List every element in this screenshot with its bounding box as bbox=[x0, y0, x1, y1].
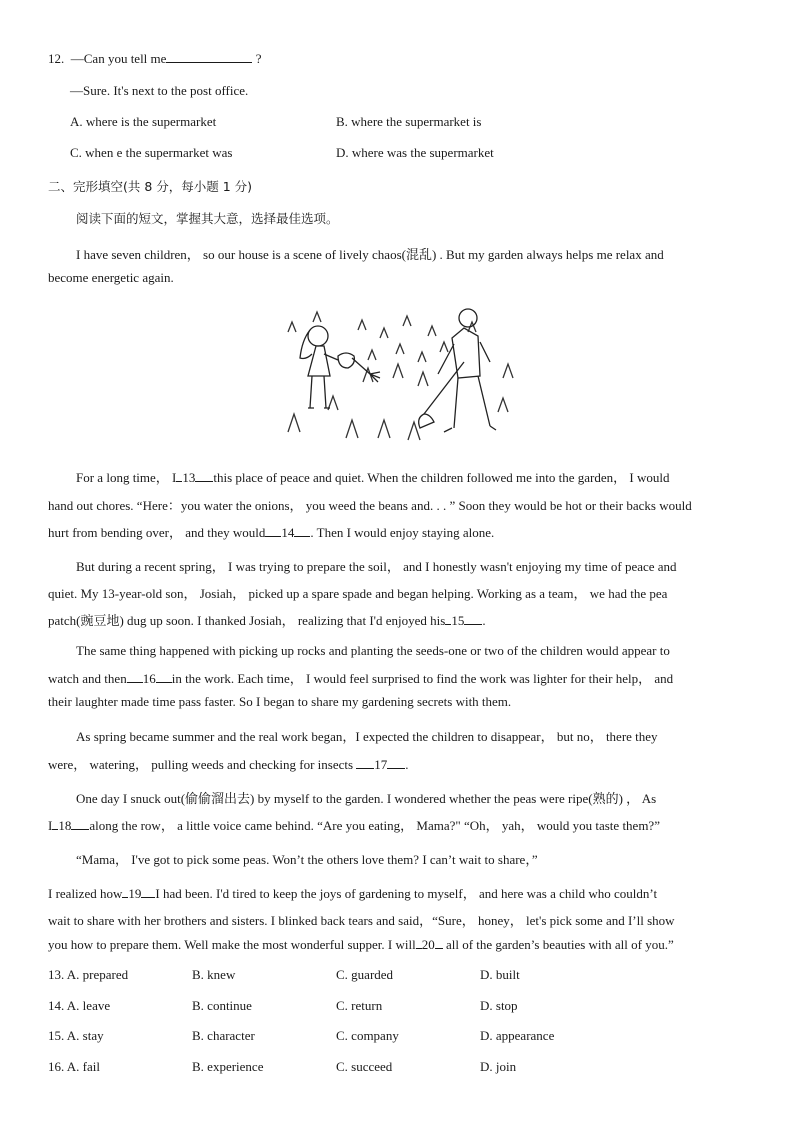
passage-p5-line2: were， watering， pulling weeds and checking for insects 17 . bbox=[48, 757, 409, 772]
q12-option-c[interactable]: C. when e the supermarket was bbox=[70, 145, 233, 160]
option-15-b[interactable]: B. character bbox=[192, 1028, 255, 1043]
option-16-d[interactable]: D. join bbox=[480, 1059, 517, 1074]
option-16-b[interactable]: B. experience bbox=[192, 1059, 264, 1074]
option-13-d[interactable]: D. built bbox=[480, 967, 520, 982]
passage-p4-line1: The same thing happened with picking up rocks and planting the seeds-one or two of the children would appear to bbox=[76, 643, 670, 658]
option-15-d[interactable]: D. appearance bbox=[480, 1028, 555, 1043]
passage-p3-line1: But during a recent spring， I was trying to prepare the soil， and I honestly wasn't enjoying my time of peace and bbox=[76, 559, 677, 574]
passage-p3-line3: patch(豌豆地) dug up soon. I thanked Josiah， realizing that I'd enjoyed his 15 . bbox=[48, 613, 486, 628]
q12-blank[interactable] bbox=[166, 50, 252, 63]
passage-p8-line1: I realized how 19 I had been. I'd tired to keep the joys of gardening to myself， and here was a child who couldn’t bbox=[48, 886, 658, 901]
blank-16[interactable]: 16 bbox=[142, 671, 156, 686]
blank-17[interactable]: 17 bbox=[374, 757, 388, 772]
passage-p8-line3: you how to prepare them. Well make the most wonderful supper. I will 20 all of the garden’s beauties with all of you.” bbox=[48, 937, 674, 952]
blank-18[interactable]: 18 bbox=[58, 818, 72, 833]
passage-p8-line2: wait to share with her brothers and sisters. I blinked back tears and said，“Sure， honey， let's pick some and I’ll show bbox=[48, 913, 675, 928]
passage-p1-line2: become energetic again. bbox=[48, 270, 174, 285]
option-14-a[interactable]: 14. A. leave bbox=[48, 998, 111, 1013]
option-13-c[interactable]: C. guarded bbox=[336, 967, 394, 982]
blank-13[interactable]: 13 bbox=[182, 470, 196, 485]
passage-p1-line1: I have seven children， so our house is a scene of lively chaos(混乱) . But my garden always helps me relax and bbox=[76, 247, 664, 262]
passage-p4-line3: their laughter made time pass faster. So I began to share my gardening secrets with them. bbox=[48, 694, 512, 709]
option-16-c[interactable]: C. succeed bbox=[336, 1059, 393, 1074]
blank-15[interactable]: 15 bbox=[451, 613, 465, 628]
passage-p7-line1: “Mama， I've got to pick some peas. Won’t the others love them? I can’t wait to share，” bbox=[76, 852, 538, 867]
q12-reply: —Sure. It's next to the post office. bbox=[70, 83, 249, 98]
option-14-b[interactable]: B. continue bbox=[192, 998, 252, 1013]
blank-20[interactable]: 20 bbox=[421, 937, 435, 952]
option-13-b[interactable]: B. knew bbox=[192, 967, 236, 982]
passage-p2-line3: hurt from bending over， and they would 14 . Then I would enjoy staying alone. bbox=[48, 525, 495, 540]
passage-p5-line1: As spring became summer and the real work began，I expected the children to disappear， but no， there they bbox=[76, 729, 658, 744]
q12-stem-text: —Can you tell me bbox=[70, 51, 167, 66]
q12-option-b[interactable]: B. where the supermarket is bbox=[336, 114, 482, 129]
option-13-a[interactable]: 13. A. prepared bbox=[48, 967, 129, 982]
section-heading: 二、完形填空(共 8 分，每小题 1 分) bbox=[48, 179, 253, 194]
option-15-a[interactable]: 15. A. stay bbox=[48, 1028, 104, 1043]
option-14-c[interactable]: C. return bbox=[336, 998, 383, 1013]
passage-p6-line2: I 18 along the row， a little voice came behind. “Are you eating， Mama?" “Oh， yah， would you taste them?” bbox=[48, 818, 660, 833]
option-15-c[interactable]: C. company bbox=[336, 1028, 399, 1043]
option-16-a[interactable]: 16. A. fail bbox=[48, 1059, 101, 1074]
q12-option-d[interactable]: D. where was the supermarket bbox=[336, 145, 494, 160]
q12-stem bbox=[48, 50, 261, 67]
option-14-d[interactable]: D. stop bbox=[480, 998, 518, 1013]
passage-p3-line2: quiet. My 13-year-old son， Josiah， picked up a spare spade and began helping. Working as a team， we had the pea bbox=[48, 586, 668, 601]
passage-p6-line1: One day I snuck out(偷偷溜出去) by myself to the garden. I wondered whether the peas were ripe(熟的) ， As bbox=[76, 791, 657, 806]
passage-p2-line1: For a long time， I 13 this place of peace and quiet. When the children followed me into the garden， I would bbox=[76, 470, 670, 485]
q12-number: 12. bbox=[48, 51, 65, 66]
q12-option-a[interactable]: A. where is the supermarket bbox=[70, 114, 217, 129]
q12-question-mark: ? bbox=[255, 51, 262, 66]
section-instruction: 阅读下面的短文，掌握其大意，选择最佳选项。 bbox=[76, 211, 339, 226]
blank-14[interactable]: 14 bbox=[281, 525, 295, 540]
passage-p2-line2: hand out chores. “Here：you water the onions， you weed the beans and. . . ” Soon they would be hot or their backs would bbox=[48, 498, 692, 513]
blank-19[interactable]: 19 bbox=[128, 886, 142, 901]
passage-p4-line2: watch and then 16 in the work. Each time， I would feel surprised to find the work was lighter for their help， and bbox=[48, 671, 674, 686]
garden-illustration bbox=[268, 302, 524, 444]
boy-figure bbox=[419, 309, 496, 432]
